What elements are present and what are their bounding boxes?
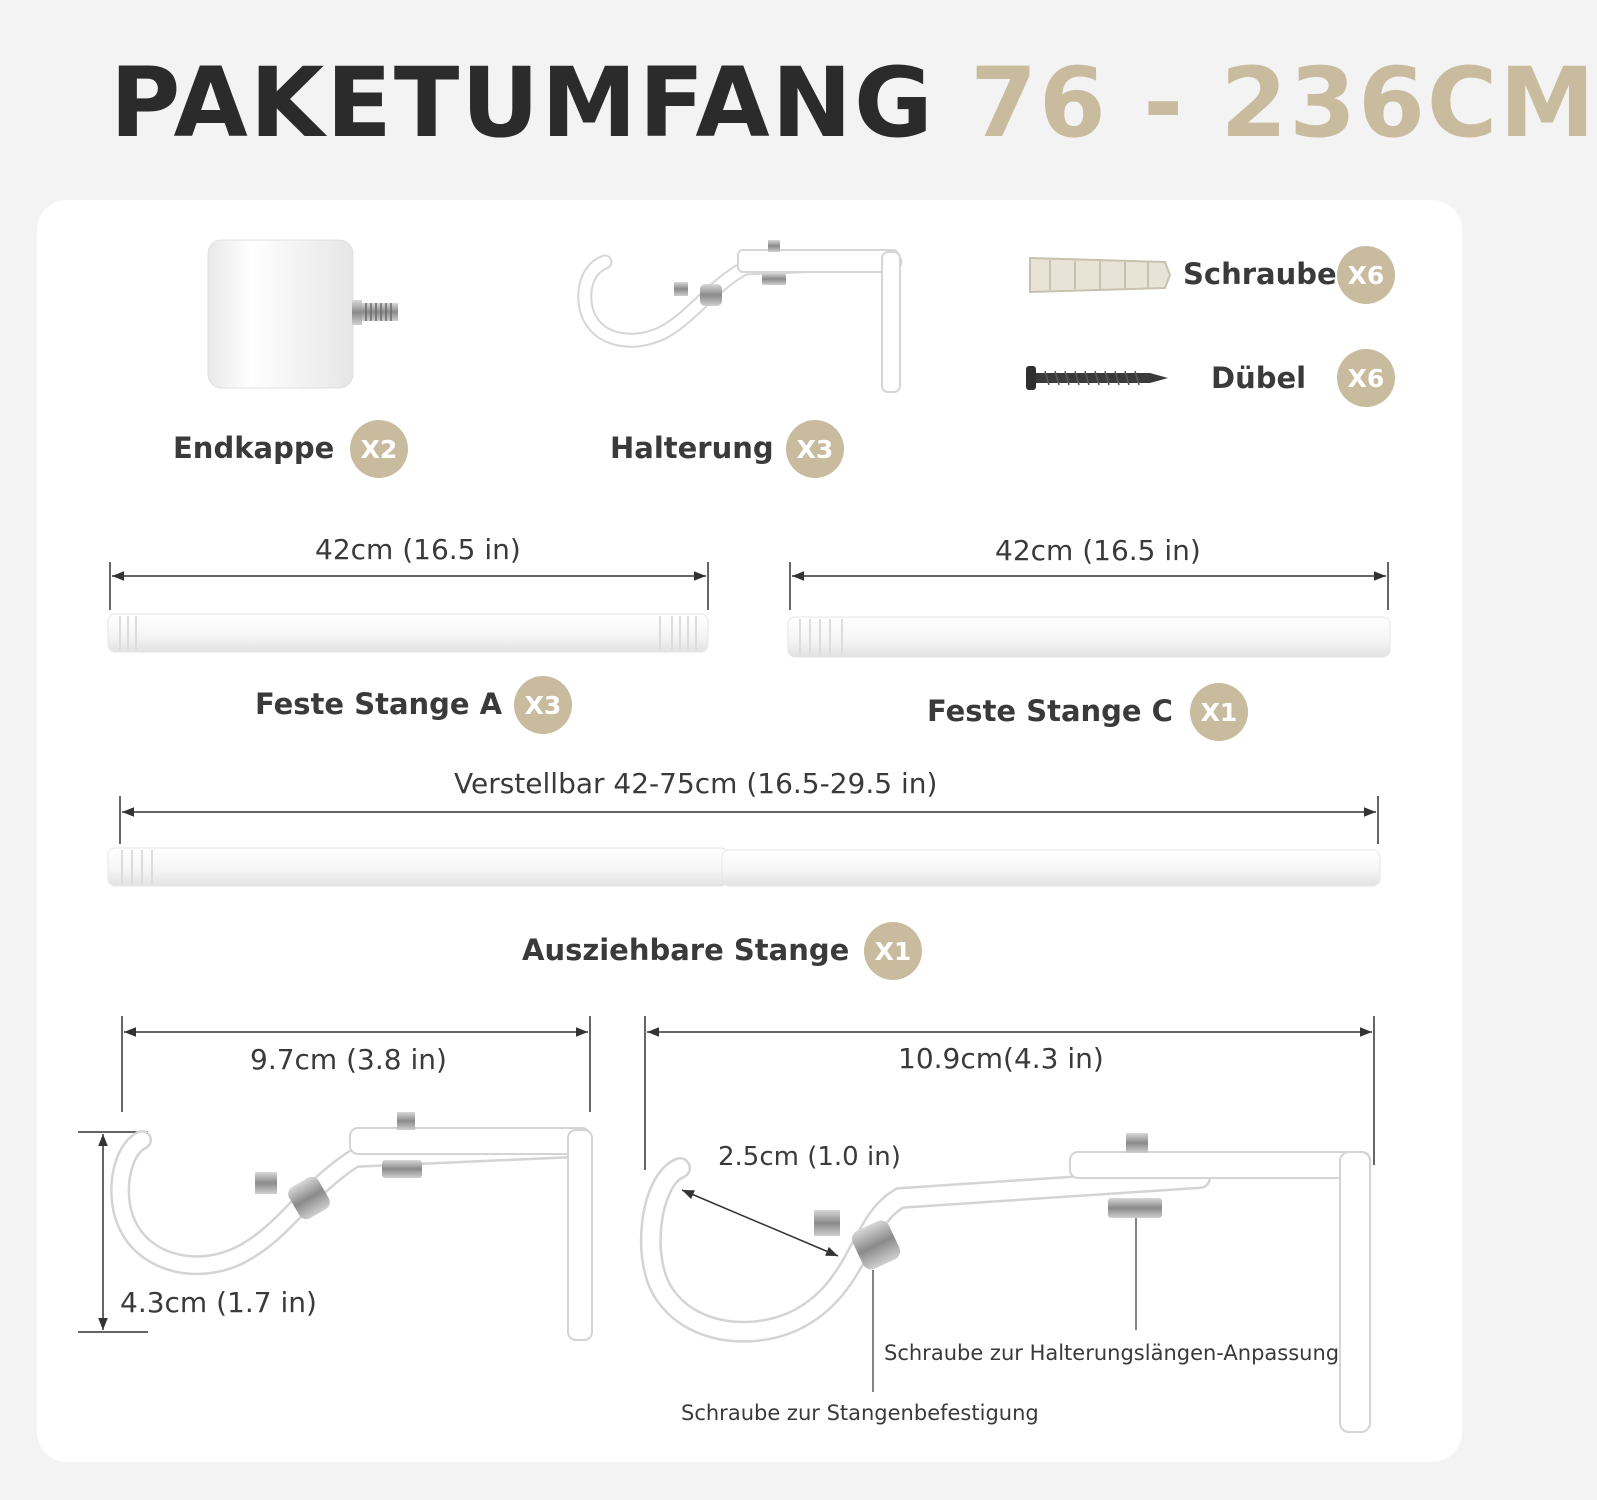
rod-a-qty-badge: X3 bbox=[514, 676, 572, 734]
title-main: PAKETUMFANG bbox=[110, 47, 935, 159]
anchor-label: Dübel bbox=[1211, 361, 1307, 395]
bracket-qty-badge: X3 bbox=[786, 420, 844, 478]
bracket-image bbox=[585, 240, 900, 392]
right-bracket-image bbox=[651, 1133, 1370, 1432]
length-adjust-screw-note: Schraube zur Halterungslängen-Anpassung bbox=[884, 1341, 1340, 1365]
adjustable-rod-label: Ausziehbare Stange bbox=[522, 933, 850, 967]
endcap-qty-badge: X2 bbox=[350, 420, 408, 478]
rod-a-dimension-line bbox=[110, 562, 708, 610]
rod-fix-screw-note: Schraube zur Stangenbefestigung bbox=[681, 1401, 1039, 1425]
rod-a-dimension: 42cm (16.5 in) bbox=[315, 533, 521, 566]
endcap-label: Endkappe bbox=[173, 431, 335, 465]
anchor-qty-badge: X6 bbox=[1337, 349, 1395, 407]
bracket-label: Halterung bbox=[610, 431, 774, 465]
right-bracket-width: 10.9cm(4.3 in) bbox=[898, 1042, 1104, 1075]
right-bracket-hook-depth: 2.5cm (1.0 in) bbox=[718, 1142, 901, 1172]
rod-c-image bbox=[788, 617, 1390, 657]
adjustable-rod-dimension-line bbox=[120, 796, 1378, 844]
rod-a-image bbox=[108, 614, 708, 652]
adjustable-rod-qty-badge: X1 bbox=[864, 922, 922, 980]
endcap-image bbox=[208, 240, 398, 388]
adjustable-rod-dimension: Verstellbar 42-75cm (16.5-29.5 in) bbox=[454, 767, 938, 800]
callout-lines bbox=[873, 1218, 1136, 1392]
wall-plug-image bbox=[1030, 258, 1170, 292]
rod-a-label: Feste Stange A bbox=[255, 687, 503, 721]
rod-c-label: Feste Stange C bbox=[927, 694, 1173, 728]
title-range: 76 - 236CM bbox=[970, 47, 1597, 159]
rod-c-dimension: 42cm (16.5 in) bbox=[995, 534, 1201, 567]
left-bracket-width: 9.7cm (3.8 in) bbox=[250, 1043, 447, 1076]
screw-label: Schraube bbox=[1183, 257, 1337, 291]
left-bracket-height: 4.3cm (1.7 in) bbox=[120, 1286, 317, 1319]
rod-c-qty-badge: X1 bbox=[1190, 683, 1248, 741]
screw-image bbox=[1026, 366, 1168, 390]
rod-c-dimension-line bbox=[790, 562, 1388, 610]
adjustable-rod-image bbox=[108, 848, 1380, 886]
screw-qty-badge: X6 bbox=[1337, 246, 1395, 304]
